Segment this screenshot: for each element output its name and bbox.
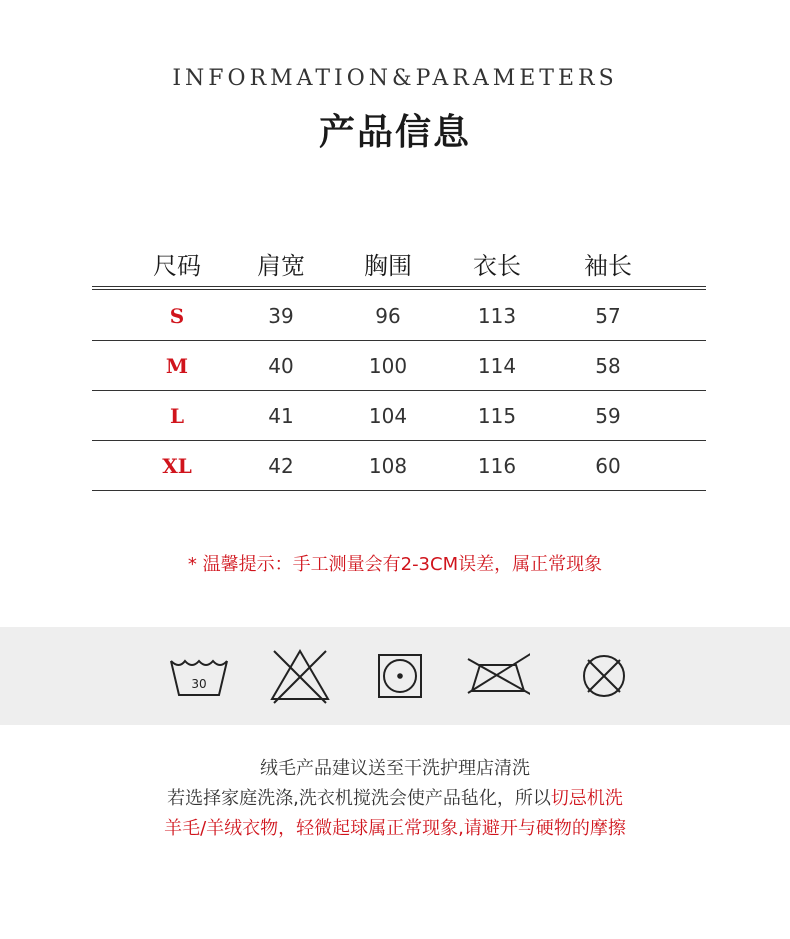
shoulder-value: 39 <box>268 304 294 328</box>
sleeve-value: 59 <box>595 404 621 428</box>
chest-value: 96 <box>375 304 401 328</box>
care-advice-line-3: 羊毛/羊绒衣物，轻微起球属正常现象,请避开与硬物的摩擦 <box>164 818 626 839</box>
do-not-bleach-icon <box>268 647 332 705</box>
do-not-iron-icon <box>466 647 530 705</box>
english-title: INFORMATION&PARAMETERS <box>172 66 618 91</box>
sleeve-value: 57 <box>595 304 621 328</box>
do-not-dry-clean-icon <box>570 647 634 705</box>
table-row <box>92 291 706 341</box>
sleeve-value: 58 <box>595 354 621 378</box>
chest-value: 104 <box>368 404 408 428</box>
size-label: XL <box>162 454 192 478</box>
length-value: 114 <box>477 354 517 378</box>
header-size: 尺码 <box>153 252 201 280</box>
table-row <box>92 441 706 491</box>
shoulder-value: 40 <box>268 354 294 378</box>
no-machine-wash-warning: 切忌机洗 <box>550 788 623 809</box>
length-value: 115 <box>477 404 517 428</box>
svg-text:30: 30 <box>191 677 207 691</box>
measurement-note: * 温馨提示：手工测量会有2-3CM误差，属正常现象 <box>187 554 603 575</box>
size-label: M <box>165 354 189 378</box>
care-symbols-band <box>0 627 790 725</box>
table-row <box>92 391 706 441</box>
shoulder-value: 42 <box>268 454 294 478</box>
sleeve-value: 60 <box>595 454 621 478</box>
table-row <box>92 341 706 391</box>
size-label: S <box>169 304 185 328</box>
header-shoulder: 肩宽 <box>257 252 305 280</box>
size-table <box>92 240 706 491</box>
hand-wash-30-icon <box>167 647 231 705</box>
length-value: 113 <box>477 304 517 328</box>
care-advice-line-2 <box>0 784 790 810</box>
header-length: 衣长 <box>473 252 521 280</box>
shoulder-value: 41 <box>268 404 294 428</box>
header-chest: 胸围 <box>364 252 412 280</box>
page-title: 产品信息 <box>318 112 471 153</box>
header-sleeve: 袖长 <box>584 252 632 280</box>
tumble-dry-icon <box>368 647 432 705</box>
chest-value: 108 <box>368 454 408 478</box>
care-advice-line-2-text: 若选择家庭洗涤,洗衣机搅洗会使产品毡化，所以 <box>167 788 551 809</box>
length-value: 116 <box>477 454 517 478</box>
care-advice-line-1: 绒毛产品建议送至干洗护理店清洗 <box>260 758 530 779</box>
chest-value: 100 <box>368 354 408 378</box>
table-header <box>92 240 706 287</box>
size-label: L <box>169 404 185 428</box>
